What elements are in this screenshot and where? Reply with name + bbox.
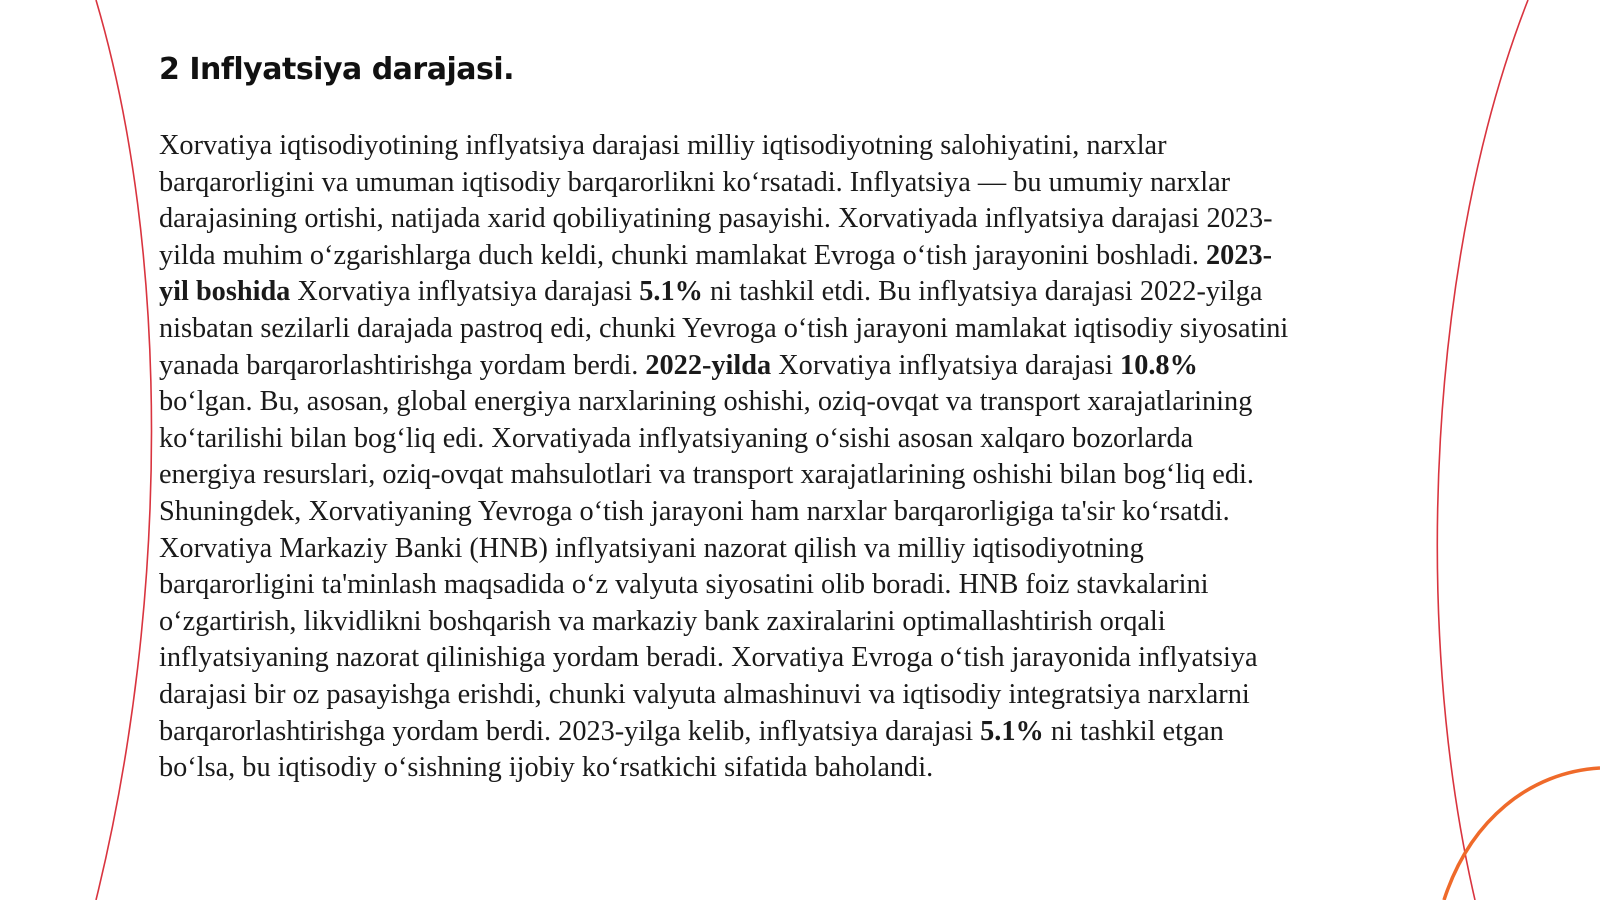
bold-text-segment: 10.8% xyxy=(1120,349,1198,381)
text-segment: ko‘tarilishi bilan bog‘liq edi. Xorvatiyada inflyatsiyaning o‘sishi asosan xalqaro bozorlarda xyxy=(159,422,1194,454)
text-line xyxy=(159,311,1399,348)
bold-text-segment: 5.1% xyxy=(639,276,703,308)
text-segment: Xorvatiya Markaziy Banki (HNB) inflyatsiyani nazorat qilish va milliy iqtisodiyotning xyxy=(159,532,1144,564)
text-segment: darajasi bir oz pasayishga erishdi, chunki valyuta almashinuvi va iqtisodiy integratsiya narxlarni xyxy=(159,678,1250,710)
text-segment: ni tashkil etdi. Bu inflyatsiya darajasi 2022-yilga xyxy=(702,276,1263,308)
text-line xyxy=(159,494,1399,531)
text-line xyxy=(159,567,1399,604)
text-segment: yilda muhim o‘zgarishlarga duch keldi, chunki mamlakat Evroga o‘tish jarayonini boshladi. xyxy=(159,239,1206,271)
text-segment: bo‘lgan. Bu, asosan, global energiya narxlarining oshishi, oziq-ovqat va transport xarajatlarining xyxy=(159,386,1253,418)
bold-text-segment: 2022-yilda xyxy=(645,349,772,381)
text-segment: Xorvatiya iqtisodiyotining inflyatsiya darajasi milliy iqtisodiyotning salohiyatini, narxlar xyxy=(159,130,1167,161)
text-line xyxy=(159,421,1399,458)
text-line xyxy=(159,531,1399,568)
text-line xyxy=(159,457,1399,494)
text-segment: o‘zgartirish, likvidlikni boshqarish va markaziy bank zaxiralarini optimallashtirish orqali xyxy=(159,605,1166,637)
text-segment: Xorvatiya inflyatsiya darajasi xyxy=(290,276,640,308)
text-line xyxy=(159,274,1399,311)
text-line xyxy=(159,238,1399,275)
text-segment: ni tashkil etgan xyxy=(1043,715,1224,747)
text-line xyxy=(159,165,1399,202)
text-line xyxy=(159,750,1399,787)
text-line xyxy=(159,677,1399,714)
text-line xyxy=(159,604,1399,641)
text-segment: yanada barqarorlashtirishga yordam berdi. xyxy=(159,349,646,381)
body-paragraph xyxy=(159,128,1399,787)
text-line xyxy=(159,384,1399,421)
corner-decorative-arc xyxy=(1444,768,1600,900)
text-segment: barqarorligini va umuman iqtisodiy barqarorlikni ko‘rsatadi. Inflyatsiya — bu umumiy narxlar xyxy=(159,166,1231,198)
text-segment: Shuningdek, Xorvatiyaning Yevroga o‘tish jarayoni ham narxlar barqarorligiga ta'sir ko‘rsatdi. xyxy=(159,495,1230,527)
bold-text-segment: 5.1% xyxy=(980,715,1044,747)
slide-title: 2 Inflyatsiya darajasi. xyxy=(159,52,515,87)
text-line xyxy=(159,640,1399,677)
text-segment: energiya resurslari, oziq-ovqat mahsulotlari va transport xarajatlarining oshishi bilan bog‘liq edi. xyxy=(159,459,1254,491)
bold-text-segment: 2023- xyxy=(1206,239,1273,271)
bold-text-segment: yil boshida xyxy=(159,276,291,308)
text-segment: barqarorligini ta'minlash maqsadida o‘z valyuta siyosatini olib boradi. HNB foiz stavkalarini xyxy=(159,569,1209,601)
text-segment: inflyatsiyaning nazorat qilinishiga yordam beradi. Xorvatiya Evroga o‘tish jarayonida inflyatsiya xyxy=(159,642,1258,674)
text-line xyxy=(159,128,1399,165)
left-decorative-curve xyxy=(96,0,152,900)
text-segment: darajasining ortishi, natijada xarid qobiliyatining pasayishi. Xorvatiyada inflyatsiya darajasi 2023- xyxy=(159,203,1273,235)
text-segment: nisbatan sezilarli darajada pastroq edi, chunki Yevroga o‘tish jarayoni mamlakat iqtisodiy siyosatini xyxy=(159,312,1289,344)
text-segment: barqarorlashtirishga yordam berdi. 2023-yilga kelib, inflyatsiya darajasi xyxy=(159,715,981,747)
text-segment: Xorvatiya inflyatsiya darajasi xyxy=(771,349,1121,381)
text-segment: bo‘lsa, bu iqtisodiy o‘sishning ijobiy ko‘rsatkichi sifatida baholandi. xyxy=(159,752,934,784)
right-decorative-curve xyxy=(1437,0,1528,900)
text-line xyxy=(159,348,1399,385)
text-line xyxy=(159,201,1399,238)
text-line xyxy=(159,714,1399,751)
